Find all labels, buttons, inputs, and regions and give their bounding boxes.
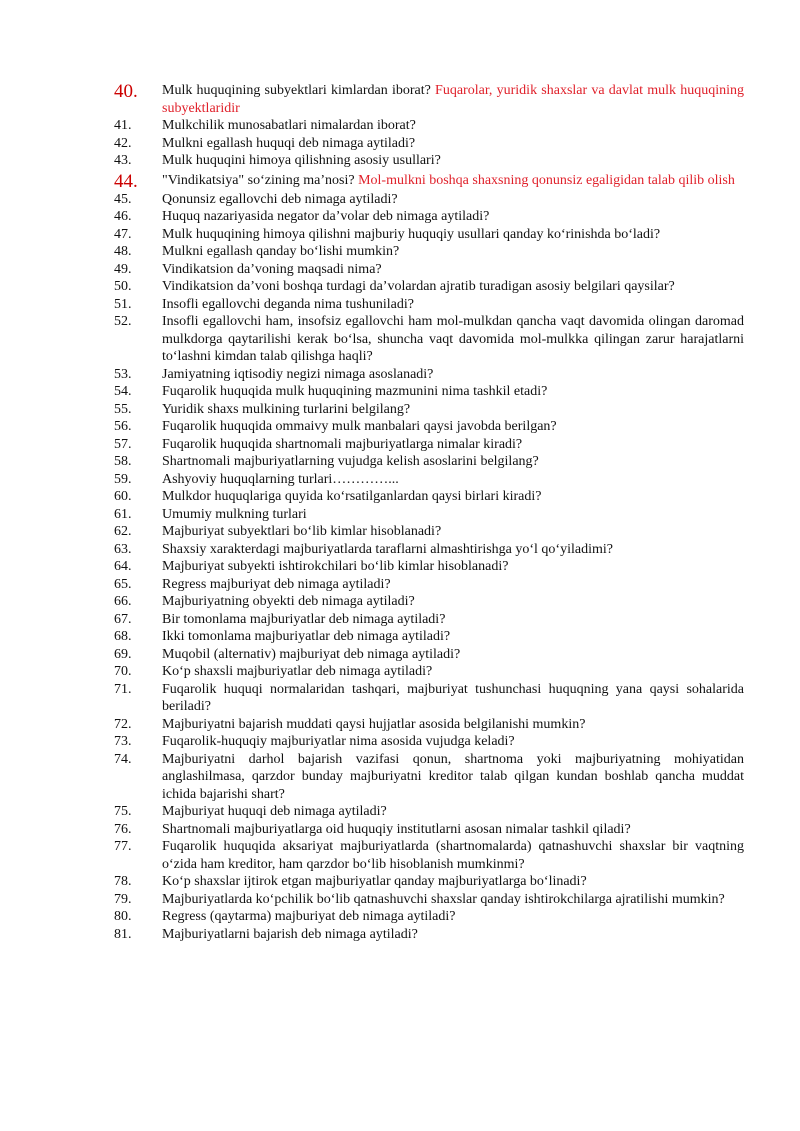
question-text: Majburiyatni bajarish muddati qaysi hujjatlar asosida belgilanishi mumkin? (162, 716, 586, 732)
question-item (114, 838, 744, 873)
question-number: 55. (114, 401, 132, 417)
question-item (114, 663, 744, 681)
question-text: "Vindikatsiya" so‘zining ma’nosi? (162, 172, 355, 188)
question-text: Shartnomali majburiyatlarning vujudga kelish asoslarini belgilang? (162, 454, 539, 469)
question-text: Shaxsiy xarakterdagi majburiyatlarda taraflarni almashtirishga yo‘l qo‘yiladimi? (162, 541, 613, 557)
question-body (162, 593, 744, 611)
question-text: Insofli egallovchi deganda nima tushuniladi? (162, 296, 414, 312)
question-text: Mulk huquqining subyektlari kimlardan iborat? (162, 83, 431, 98)
question-text: Fuqarolik huquqi normalaridan tashqari, majburiyat tushunchasi huquqning yana qaysi sohalarida beriladi? (162, 681, 744, 714)
question-item (114, 821, 744, 839)
question-text: Fuqarolik huquqida ommaivy mulk manbalari qaysi javobda berilgan? (162, 419, 557, 434)
question-body (162, 663, 744, 681)
question-number: 76. (114, 821, 132, 837)
question-number: 61. (114, 506, 132, 522)
question-body (162, 751, 744, 804)
question-number: 57. (114, 436, 132, 452)
question-text: Fuqarolik huquqida mulk huquqining mazmunini nima tashkil etadi? (162, 384, 548, 399)
question-item (114, 891, 744, 909)
question-body (162, 278, 744, 296)
question-body (162, 646, 744, 664)
question-body (162, 891, 744, 909)
question-number: 69. (114, 646, 132, 662)
question-text: Fuqarolik huquqida aksariyat majburiyatlarda (shartnomalarda) qatnashuvchi shaxslar bir vaqtning o‘zida ham kreditor, ham qarzdor bo‘lib hisoblanish mumkinmi? (162, 839, 744, 872)
question-text: Mulk huquqining himoya qilishni majburiy huquqiy usullari qanday ko‘rinishda bo‘ladi? (162, 226, 661, 242)
question-text: Bir tomonlama majburiyatlar deb nimaga aytiladi? (162, 611, 446, 627)
question-number: 53. (114, 366, 132, 382)
question-text: Mulkni egallash qanday bo‘lishi mumkin? (162, 244, 400, 259)
question-text: Majburiyat subyekti ishtirokchilari bo‘lib kimlar hisoblanadi? (162, 559, 509, 574)
question-text: Regress majburiyat deb nimaga aytiladi? (162, 576, 391, 592)
question-text: Majburiyatlarda ko‘pchilik bo‘lib qatnashuvchi shaxslar qanday ishtirokchilarga ajratilishi mumkin? (162, 891, 725, 907)
question-text: Ko‘p shaxslar ijtirok etgan majburiyatlar qanday majburiyatlarga bo‘linadi? (162, 874, 587, 889)
question-text: Majburiyatning obyekti deb nimaga aytiladi? (162, 594, 415, 609)
question-body (162, 821, 744, 839)
question-item (114, 296, 744, 314)
question-number: 56. (114, 419, 132, 434)
question-body (162, 172, 744, 190)
question-text: Fuqarolik-huquqiy majburiyatlar nima asosida vujudga keladi? (162, 734, 515, 749)
question-body (162, 82, 744, 117)
question-item (114, 733, 744, 751)
question-number: 63. (114, 541, 132, 557)
question-body (162, 838, 744, 873)
question-body (162, 803, 744, 821)
question-text: Umumiy mulkning turlari (162, 506, 307, 522)
question-item (114, 803, 744, 821)
question-text: Mulkdor huquqlariga quyida ko‘rsatilganlardan qaysi birlari kiradi? (162, 489, 542, 504)
question-text: Mulkchilik munosabatlari nimalardan iborat? (162, 118, 416, 133)
question-body (162, 611, 744, 629)
question-body (162, 135, 744, 153)
question-body (162, 418, 744, 436)
question-number: 54. (114, 384, 132, 399)
question-number: 50. (114, 279, 132, 294)
question-body (162, 208, 744, 226)
question-text: Muqobil (alternativ) majburiyat deb nimaga aytiladi? (162, 646, 461, 662)
question-body (162, 117, 744, 135)
question-number: 73. (114, 734, 132, 749)
question-number: 41. (114, 118, 132, 133)
question-item (114, 908, 744, 926)
question-text: Shartnomali majburiyatlarga oid huquqiy institutlarni asosan nimalar tashkil qiladi? (162, 821, 631, 837)
question-number: 74. (114, 751, 132, 767)
question-body (162, 558, 744, 576)
question-number: 72. (114, 716, 132, 732)
question-item (114, 628, 744, 646)
question-body (162, 296, 744, 314)
question-number: 62. (114, 524, 132, 539)
question-body (162, 152, 744, 170)
question-item (114, 751, 744, 804)
question-item (114, 453, 744, 471)
question-number: 66. (114, 594, 132, 609)
question-number: 49. (114, 261, 132, 277)
question-text: Vindikatsion da’voning maqsadi nima? (162, 261, 382, 277)
question-body (162, 471, 744, 489)
question-number: 58. (114, 454, 132, 469)
question-body (162, 523, 744, 541)
question-item (114, 243, 744, 261)
question-text: Ikki tomonlama majburiyatlar deb nimaga aytiladi? (162, 629, 451, 644)
question-number: 68. (114, 629, 132, 644)
question-number: 42. (114, 135, 132, 151)
question-item (114, 226, 744, 244)
question-number: 43. (114, 153, 132, 168)
question-body (162, 716, 744, 734)
question-number: 81. (114, 926, 132, 942)
question-item (114, 523, 744, 541)
question-number: 46. (114, 209, 132, 224)
question-body (162, 506, 744, 524)
question-text: Vindikatsion da’voni boshqa turdagi da’volardan ajratib turadigan asosiy belgilari qaysilar? (162, 279, 675, 294)
question-body (162, 488, 744, 506)
question-body (162, 226, 744, 244)
question-body (162, 541, 744, 559)
question-number: 64. (114, 559, 132, 574)
question-body (162, 576, 744, 594)
question-item (114, 716, 744, 734)
question-number: 80. (114, 909, 132, 924)
question-number: 67. (114, 611, 132, 627)
question-number: 44. (114, 170, 138, 192)
question-text: Ko‘p shaxsli majburiyatlar deb nimaga aytiladi? (162, 664, 433, 679)
question-number: 71. (114, 681, 132, 697)
question-item (114, 506, 744, 524)
question-body (162, 436, 744, 454)
question-number: 45. (114, 191, 132, 207)
answer-text: Fuqarolar, yuridik shaxslar va davlat mulk huquqining subyektlaridir (162, 83, 745, 116)
question-body (162, 243, 744, 261)
question-number: 77. (114, 839, 132, 854)
question-body (162, 681, 744, 716)
question-list (114, 80, 744, 943)
question-number: 75. (114, 804, 132, 819)
question-text: Majburiyatlarni bajarish deb nimaga aytiladi? (162, 926, 418, 942)
question-text: Fuqarolik huquqida shartnomali majburiyatlarga nimalar kiradi? (162, 436, 523, 452)
question-item (114, 873, 744, 891)
question-body (162, 383, 744, 401)
question-text: Yuridik shaxs mulkining turlarini belgilang? (162, 401, 411, 417)
question-item (114, 191, 744, 209)
question-item (114, 576, 744, 594)
question-item (114, 278, 744, 296)
question-number: 60. (114, 489, 132, 504)
question-item (114, 558, 744, 576)
question-text: Majburiyat subyektlari bo‘lib kimlar hisoblanadi? (162, 524, 442, 539)
question-item (114, 313, 744, 366)
question-text: Majburiyatni darhol bajarish vazifasi qonun, shartnoma yoki majburiyatning mohiyatidan anglashilmasa, qarzdor bunday majburiyatni kreditor talab qilgan kundan boshlab qancha muddat ichida bajarishi shart? (162, 751, 744, 802)
question-body (162, 873, 744, 891)
question-number: 70. (114, 664, 132, 679)
question-text: Mulkni egallash huquqi deb nimaga aytiladi? (162, 135, 416, 151)
question-item (114, 436, 744, 454)
question-body (162, 191, 744, 209)
question-item (114, 117, 744, 135)
question-item (114, 471, 744, 489)
question-item (114, 926, 744, 944)
question-item (114, 681, 744, 716)
question-number: 59. (114, 471, 132, 487)
question-item (114, 541, 744, 559)
question-body (162, 628, 744, 646)
question-number: 65. (114, 576, 132, 592)
question-text: Regress (qaytarma) majburiyat deb nimaga aytiladi? (162, 909, 456, 924)
question-item (114, 488, 744, 506)
question-number: 51. (114, 296, 132, 312)
question-body (162, 453, 744, 471)
question-body (162, 908, 744, 926)
question-text: Insofli egallovchi ham, insofsiz egallovchi ham mol-mulkdan qancha vaqt davomida olingan daromad mulkdorga qaytarilishi kerak bo‘lsa, shuncha vaqt davomida mol-mulkka qilingan zarur harajatlarni to‘lashni kimdan talab qilishga haqli? (162, 314, 744, 364)
question-body (162, 926, 744, 944)
question-number: 47. (114, 226, 132, 242)
question-item (114, 208, 744, 226)
question-text: Huquq nazariyasida negator da’volar deb nimaga aytiladi? (162, 209, 490, 224)
question-item (114, 366, 744, 384)
question-text: Qonunsiz egallovchi deb nimaga aytiladi? (162, 191, 398, 207)
question-item (114, 418, 744, 436)
question-item (114, 593, 744, 611)
question-item (114, 261, 744, 279)
question-body (162, 313, 744, 366)
answer-text: Mol-mulkni boshqa shaxsning qonunsiz egaligidan talab qilib olish (358, 172, 735, 188)
question-item (114, 152, 744, 170)
question-item (114, 383, 744, 401)
question-item (114, 401, 744, 419)
question-text: Mulk huquqini himoya qilishning asosiy usullari? (162, 153, 441, 168)
question-text: Jamiyatning iqtisodiy negizi nimaga asoslanadi? (162, 366, 434, 382)
question-number: 78. (114, 874, 132, 889)
question-number: 52. (114, 314, 132, 329)
question-number: 48. (114, 244, 132, 259)
question-number: 79. (114, 891, 132, 907)
question-number: 40. (114, 81, 138, 102)
question-item (114, 172, 744, 191)
question-item (114, 611, 744, 629)
question-text: Majburiyat huquqi deb nimaga aytiladi? (162, 804, 387, 819)
question-item (114, 646, 744, 664)
question-item (114, 82, 744, 117)
question-body (162, 401, 744, 419)
question-body (162, 366, 744, 384)
question-text: Ashyoviy huquqlarning turlari…………... (162, 471, 399, 487)
question-body (162, 261, 744, 279)
question-item (114, 135, 744, 153)
question-body (162, 733, 744, 751)
